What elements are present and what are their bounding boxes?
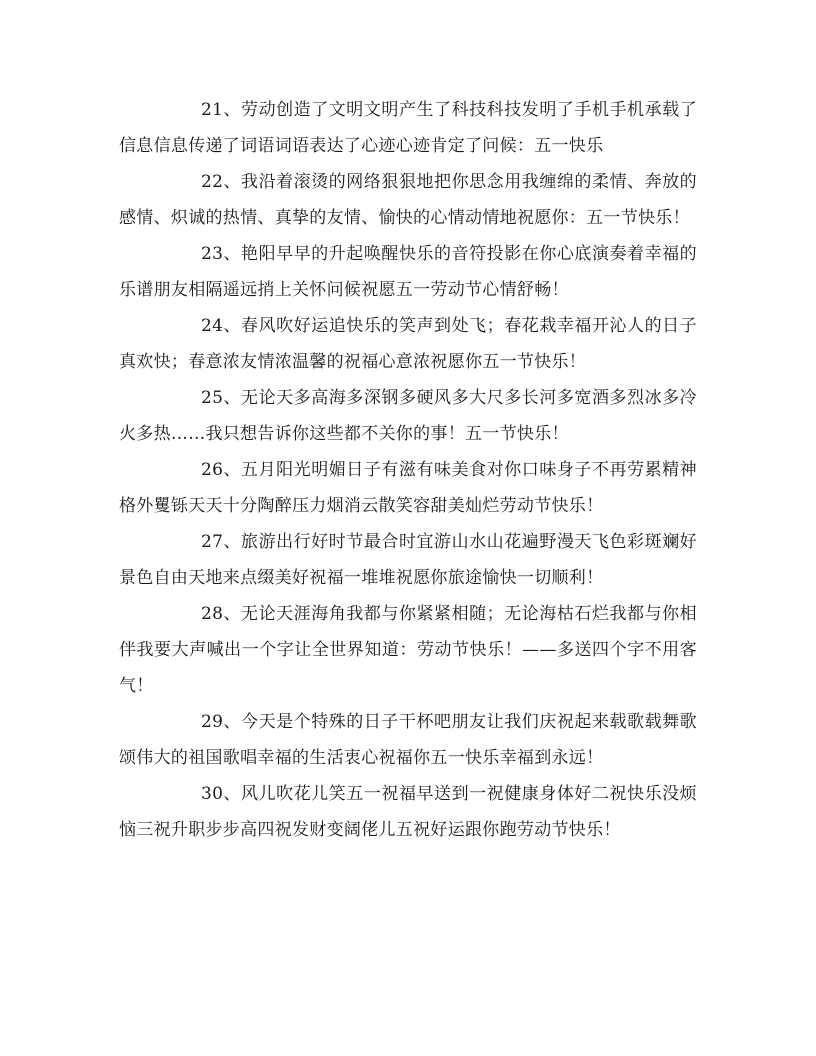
paragraph-29: 29、今天是个特殊的日子干杯吧朋友让我们庆祝起来载歌载舞歌颂伟大的祖国歌唱幸福的生活衷心祝福你五一快乐幸福到永远！ (119, 712, 697, 768)
paragraph-27: 27、旅游出行好时节最合时宜游山水山花遍野漫天飞色彩斑斓好景色自由天地来点缀美好祝福一堆堆祝愿你旅途愉快一切顺利！ (119, 532, 697, 588)
paragraph-26: 26、五月阳光明媚日子有滋有味美食对你口味身子不再劳累精神格外矍铄天天十分陶醉压力烟消云散笑容甜美灿烂劳动节快乐！ (119, 460, 697, 516)
paragraph-28: 28、无论天涯海角我都与你紧紧相随；无论海枯石烂我都与你相伴我要大声喊出一个字让全世界知道：劳动节快乐！——多送四个字不用客气！ (119, 604, 697, 696)
document-body (119, 92, 697, 848)
paragraph-21: 21、劳动创造了文明文明产生了科技科技发明了手机手机承载了信息信息传递了词语词语表达了心迹心迹肯定了问候：五一快乐 (119, 100, 697, 156)
paragraph-25: 25、无论天多高海多深钢多硬风多大尺多长河多宽酒多烈冰多冷火多热……我只想告诉你这些都不关你的事！五一节快乐！ (119, 388, 697, 444)
paragraph-24: 24、春风吹好运追快乐的笑声到处飞；春花栽幸福开沁人的日子真欢快；春意浓友情浓温馨的祝福心意浓祝愿你五一节快乐！ (119, 316, 697, 372)
paragraph-22: 22、我沿着滚烫的网络狠狠地把你思念用我缠绵的柔情、奔放的感情、炽诚的热情、真挚的友情、愉快的心情动情地祝愿你：五一节快乐！ (119, 172, 697, 228)
paragraph-23: 23、艳阳早早的升起唤醒快乐的音符投影在你心底演奏着幸福的乐谱朋友相隔遥远捎上关怀问候祝愿五一劳动节心情舒畅！ (119, 244, 697, 300)
paragraph-30: 30、风儿吹花儿笑五一祝福早送到一祝健康身体好二祝快乐没烦恼三祝升职步步高四祝发财变阔佬儿五祝好运跟你跑劳动节快乐！ (119, 784, 697, 840)
